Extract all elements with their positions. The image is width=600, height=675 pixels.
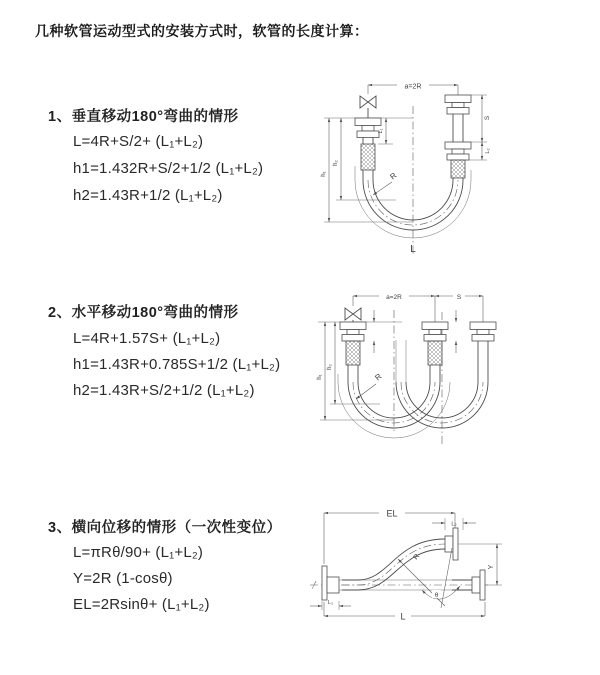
dimension-l1 [310, 600, 351, 610]
section-3-formula-EL: EL=2Rsinθ+ (L₁+L₂) [73, 596, 210, 613]
section-2-formula-h1: h1=1.43R+0.785S+1/2 (L₁+L₂) [73, 356, 281, 373]
section-3-formula-Y: Y=2R (1-cosθ) [73, 570, 173, 587]
section-2-formula-h2: h2=1.43R+S/2+1/2 (L₁+L₂) [73, 382, 255, 399]
dim-label-l2: L₂ [451, 521, 457, 528]
section-2-formula-L: L=4R+1.57S+ (L₁+L₂) [73, 330, 221, 347]
section-1-formula-h2: h2=1.43R+1/2 (L₁+L₂) [73, 187, 223, 204]
dim-label-a2r: a=2R [386, 294, 402, 301]
left-flange [322, 566, 339, 600]
dim-label-s: S [456, 294, 462, 301]
dim-label-h1: h₁ [317, 374, 323, 380]
dim-label-h2: h₂ [333, 160, 339, 166]
dimension-s [464, 95, 491, 160]
section-3-heading: 3、横向位移的情形（一次性变位） [48, 520, 282, 536]
dim-label-l1: L₁ [378, 128, 384, 134]
dim-label-L: L [410, 244, 416, 255]
right-fitting-displaced [470, 322, 496, 341]
hose-s-curve [342, 539, 445, 590]
braided-hose-left [361, 144, 375, 170]
dim-label-y: Y [488, 564, 495, 570]
dim-label-r: R [388, 170, 399, 182]
right-flange-displaced [445, 528, 458, 560]
section-2-heading: 2、水平移动180°弯曲的情形 [48, 305, 239, 321]
dim-label-a2r: a=2R [404, 83, 422, 91]
page-title: 几种软管运动型式的安装方式时，软管的长度计算： [35, 23, 369, 39]
dim-label-l1: L₁ [328, 600, 333, 606]
fitting-length-marks [374, 310, 456, 353]
section-1-formula-h1: h1=1.432R+S/2+1/2 (L₁+L₂) [73, 160, 264, 177]
dim-label-el: EL [386, 508, 398, 519]
dim-label-s: S [484, 115, 491, 121]
dimension-a2r [353, 292, 483, 323]
valve-icon [345, 308, 361, 322]
left-fitting [355, 118, 381, 138]
dim-label-l2: L₂ [485, 148, 491, 154]
dim-label-h2: h₂ [327, 364, 333, 370]
dimension-el [324, 508, 455, 564]
radius-leader [373, 171, 399, 195]
braided-hose-left [346, 341, 360, 365]
section-1-heading: 1、垂直移动180°弯曲的情形 [48, 109, 239, 125]
right-fitting-upper [445, 95, 471, 114]
diagram-vertical-u-bend [298, 70, 583, 270]
diagram-lateral-displacement [302, 498, 599, 645]
dim-label-h1: h₁ [321, 171, 327, 177]
dim-label-l: L [400, 611, 406, 622]
dimension-l [324, 602, 485, 622]
valve-icon [360, 96, 376, 118]
dimension-a2r [368, 81, 458, 96]
section-1-formula-L: L=4R+S/2+ (L₁+L₂) [73, 133, 204, 150]
angle-construction [398, 548, 460, 608]
diagram-horizontal-u-bend [290, 282, 595, 460]
section-3-formula-L: L=πRθ/90+ (L₁+L₂) [73, 544, 204, 561]
braided-hose-right [451, 160, 465, 178]
braided-hose-middle [428, 341, 442, 365]
dim-label-r: R [412, 552, 422, 562]
left-fitting [340, 322, 366, 341]
middle-fitting [422, 322, 448, 341]
dim-label-theta: θ [434, 592, 439, 599]
dim-label-r: R [373, 371, 384, 383]
right-fitting-lower [445, 142, 471, 160]
